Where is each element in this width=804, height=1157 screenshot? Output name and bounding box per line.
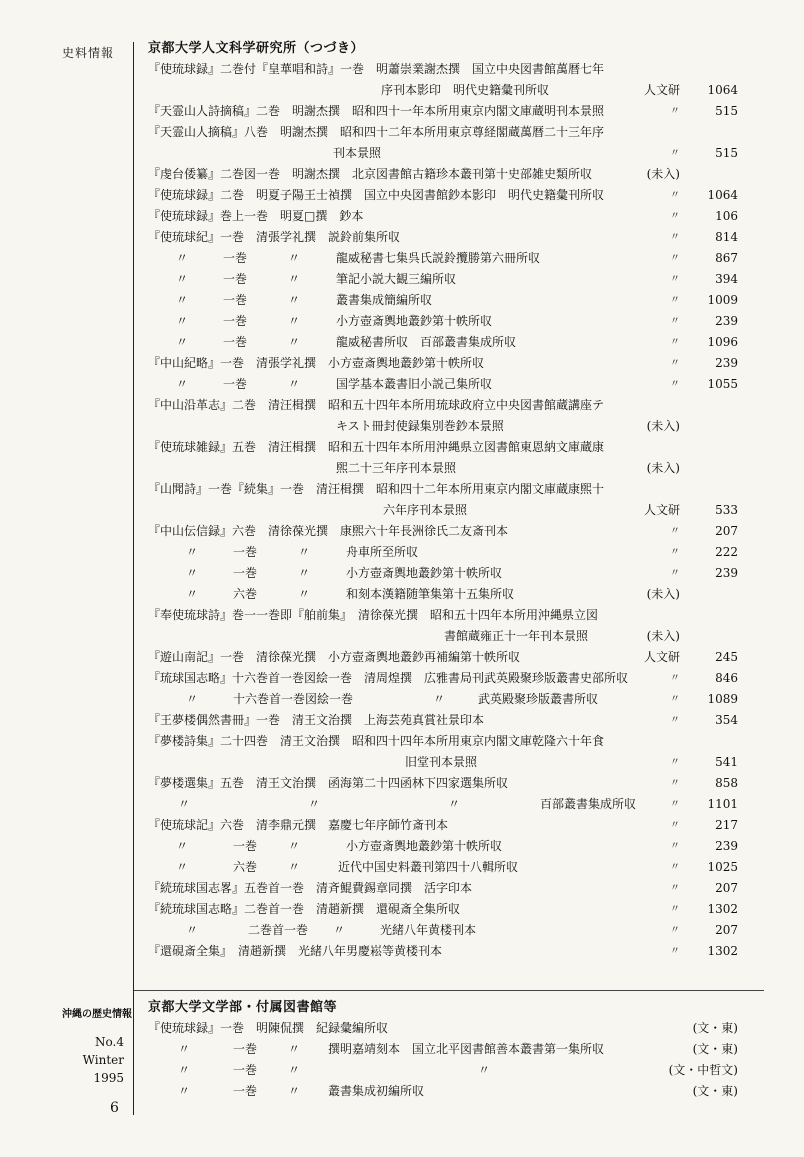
entry-text: 『使琉球録』二巻 明夏子陽王士禎撰 国立中央図書館鈔本影印 明代史籍彙刊所収 bbox=[148, 188, 605, 202]
call-number: 1101 bbox=[707, 797, 738, 811]
entry-text: 一巻 bbox=[223, 335, 248, 349]
catalog-entry-row bbox=[148, 836, 738, 857]
call-number: 239 bbox=[715, 839, 738, 853]
catalog-entry-row bbox=[148, 626, 738, 647]
entry-text: 『虔台倭纂』二巻図一巻 明謝杰撰 北京図書館古籍珍本叢刊第十史部雑史類所収 bbox=[148, 167, 593, 181]
entry-text: 一巻 bbox=[233, 545, 258, 559]
ditto-mark: 〃 bbox=[178, 1063, 191, 1077]
catalog-entry-row bbox=[148, 878, 738, 899]
entry-text: 一巻 bbox=[223, 314, 248, 328]
ditto-mark: 〃 bbox=[288, 1042, 301, 1056]
entry-text: 近代中国史料叢刊第四十八輯所収 bbox=[338, 860, 519, 874]
ditto-mark: 〃 bbox=[670, 694, 680, 705]
journal-title: 沖縄の歴史情報 bbox=[62, 1009, 132, 1020]
ditto-mark: 〃 bbox=[670, 715, 680, 726]
catalog-entry-row bbox=[148, 500, 738, 521]
holding-library: (未入) bbox=[646, 461, 680, 475]
entry-text: 煕二十三年序刊本景照 bbox=[336, 461, 457, 475]
catalog-entry-row bbox=[148, 206, 738, 227]
call-number: 239 bbox=[715, 356, 738, 370]
entry-text: 『天霊山人詩摘稿』二巻 明謝杰撰 昭和四十一年本所用東京内閣文庫蔵明刊本景照 bbox=[148, 104, 605, 118]
catalog-entry-row bbox=[148, 920, 738, 941]
entry-text: 叢書集成初編所収 bbox=[328, 1084, 425, 1098]
entry-text: 『還硯斎全集』 清趙新撰 光緒八年男慶崧等黄楼刊本 bbox=[148, 944, 443, 958]
ditto-mark: 〃 bbox=[670, 316, 680, 327]
catalog-entry-row bbox=[148, 563, 738, 584]
ditto-mark: 〃 bbox=[288, 335, 301, 349]
ditto-mark: 〃 bbox=[670, 778, 680, 789]
entry-text: 六巻 bbox=[233, 860, 258, 874]
entry-rows bbox=[148, 1018, 738, 1102]
entry-text: 十六巻首一巻図絵一巻 bbox=[233, 692, 354, 706]
call-number: 207 bbox=[715, 923, 738, 937]
catalog-entry-row bbox=[148, 794, 738, 815]
ditto-mark: 〃 bbox=[186, 566, 199, 580]
entry-text: 『使琉球録』巻上一巻 明夏□撰 鈔本 bbox=[148, 209, 364, 223]
entry-text: 一巻 bbox=[233, 1042, 258, 1056]
entry-text: 六巻 bbox=[233, 587, 258, 601]
ditto-mark: 〃 bbox=[176, 860, 189, 874]
call-number: 207 bbox=[715, 524, 738, 538]
ditto-mark: 〃 bbox=[288, 272, 301, 286]
catalog-entry-row bbox=[148, 122, 738, 143]
entry-text: 『使琉球録』一巻 明陳侃撰 紀録彙編所収 bbox=[148, 1021, 389, 1035]
ditto-mark: 〃 bbox=[288, 377, 301, 391]
call-number: 541 bbox=[715, 755, 738, 769]
holding-library: 人文研 bbox=[643, 83, 680, 97]
entry-text: 龍威秘書所収 百部叢書集成所収 bbox=[336, 335, 517, 349]
entry-text: 一巻 bbox=[233, 566, 258, 580]
call-number: 867 bbox=[715, 251, 738, 265]
catalog-entry-row bbox=[148, 395, 738, 416]
ditto-mark: 〃 bbox=[176, 377, 189, 391]
call-number: 533 bbox=[715, 503, 738, 517]
entry-text: 『使琉球雑録』五巻 清汪楫撰 昭和五十四年本所用沖縄県立図書館東恩納文庫蔵康 bbox=[148, 440, 605, 454]
ditto-mark: 〃 bbox=[308, 797, 321, 811]
entry-text: 和刻本漢籍随筆集第十五集所収 bbox=[346, 587, 515, 601]
call-number: 1025 bbox=[707, 860, 738, 874]
holding-library: (文・東) bbox=[692, 1084, 738, 1098]
ditto-mark: 〃 bbox=[670, 358, 680, 369]
ditto-mark: 〃 bbox=[288, 251, 301, 265]
entry-text: 『使琉球紀』一巻 清張学礼撰 説鈴前集所収 bbox=[148, 230, 401, 244]
ditto-mark: 〃 bbox=[448, 797, 461, 811]
entry-text: 国学基本叢書旧小説己集所収 bbox=[336, 377, 493, 391]
ditto-mark: 〃 bbox=[288, 1063, 301, 1077]
ditto-mark: 〃 bbox=[670, 253, 680, 264]
call-number: 245 bbox=[715, 650, 738, 664]
ditto-mark: 〃 bbox=[670, 337, 680, 348]
catalog-entry-row bbox=[148, 59, 738, 80]
entry-text: 刊本景照 bbox=[333, 146, 382, 160]
call-number: 1089 bbox=[707, 692, 738, 706]
entry-text: 書館蔵雍正十一年刊本景照 bbox=[444, 629, 589, 643]
catalog-entry-row bbox=[148, 899, 738, 920]
catalog-entry-row bbox=[148, 542, 738, 563]
entry-text: 『続琉球国志畧』五巻首一巻 清斉鯤費錫章同撰 活字印本 bbox=[148, 881, 473, 895]
holding-library: (文・東) bbox=[692, 1021, 738, 1035]
call-number: 1055 bbox=[707, 377, 738, 391]
catalog-entry-row bbox=[148, 290, 738, 311]
ditto-mark: 〃 bbox=[178, 797, 191, 811]
call-number: 354 bbox=[715, 713, 738, 727]
entry-text: 『遊山南記』一巻 清徐葆光撰 小方壺斎輿地叢鈔再補編第十帙所収 bbox=[148, 650, 521, 664]
catalog-entry-row bbox=[148, 1081, 738, 1102]
entry-rows bbox=[148, 59, 738, 962]
catalog-entry-row bbox=[148, 101, 738, 122]
holding-library: (文・中哲文) bbox=[668, 1063, 738, 1077]
section-title: 京都大学文学部・付属図書館等 bbox=[148, 1000, 338, 1015]
ditto-mark: 〃 bbox=[670, 925, 680, 936]
entry-text: 『中山紀略』一巻 清張学礼撰 小方壺斎輿地叢鈔第十帙所収 bbox=[148, 356, 485, 370]
call-number: 1302 bbox=[707, 944, 738, 958]
entry-text: 筆記小説大観三編所収 bbox=[336, 272, 457, 286]
ditto-mark: 〃 bbox=[288, 860, 301, 874]
catalog-entry-row bbox=[148, 941, 738, 962]
ditto-mark: 〃 bbox=[670, 757, 680, 768]
entry-text: 光緒八年黄楼刊本 bbox=[380, 923, 477, 937]
entry-text: 『中山伝信録』六巻 清徐葆光撰 康煕六十年長洲徐氏二友斎刊本 bbox=[148, 524, 509, 538]
catalog-entry-row bbox=[148, 311, 738, 332]
catalog-entry-row bbox=[148, 815, 738, 836]
holding-library: (文・東) bbox=[692, 1042, 738, 1056]
entry-text: 『琉球国志略』十六巻首一巻図絵一巻 清周煌撰 広雅書局刊武英殿聚珍版叢書史部所収 bbox=[148, 671, 629, 685]
ditto-mark: 〃 bbox=[670, 841, 680, 852]
ditto-mark: 〃 bbox=[670, 526, 680, 537]
catalog-entry-row bbox=[148, 584, 738, 605]
catalog-entry-row bbox=[148, 80, 738, 101]
call-number: 106 bbox=[715, 209, 738, 223]
ditto-mark: 〃 bbox=[670, 547, 680, 558]
section-title: 京都大学人文科学研究所（つづき） bbox=[148, 41, 365, 56]
entry-text: 『王夢楼偶然書冊』一巻 清王文治撰 上海芸苑真賞社景印本 bbox=[148, 713, 485, 727]
call-number: 846 bbox=[715, 671, 738, 685]
catalog-entry-row bbox=[148, 668, 738, 689]
ditto-mark: 〃 bbox=[670, 568, 680, 579]
catalog-entry-row bbox=[148, 605, 738, 626]
entry-text: 『山聞詩』一巻『続集』一巻 清汪楫撰 昭和四十二年本所用東京内閣文庫蔵康煕十 bbox=[148, 482, 605, 496]
catalog-entry-row bbox=[148, 437, 738, 458]
entry-text: 一巻 bbox=[223, 272, 248, 286]
entry-text: 小方壺斎輿地叢鈔第十帙所収 bbox=[346, 566, 503, 580]
ditto-mark: 〃 bbox=[670, 904, 680, 915]
ditto-mark: 〃 bbox=[176, 293, 189, 307]
call-number: 1302 bbox=[707, 902, 738, 916]
entry-text: 叢書集成簡編所収 bbox=[336, 293, 433, 307]
ditto-mark: 〃 bbox=[478, 1063, 491, 1077]
catalog-list-bungakubu bbox=[148, 997, 738, 1102]
ditto-mark: 〃 bbox=[176, 335, 189, 349]
ditto-mark: 〃 bbox=[670, 148, 680, 159]
entry-text: 『使琉球記』六巻 清李鼎元撰 嘉慶七年序師竹斎刊本 bbox=[148, 818, 449, 832]
entry-text: 二巻首一巻 bbox=[248, 923, 309, 937]
ditto-mark: 〃 bbox=[288, 1084, 301, 1098]
page-number: 6 bbox=[110, 1100, 119, 1116]
ditto-mark: 〃 bbox=[178, 1042, 191, 1056]
ditto-mark: 〃 bbox=[433, 692, 446, 706]
call-number: 515 bbox=[715, 104, 738, 118]
entry-text: 一巻 bbox=[223, 293, 248, 307]
catalog-entry-row bbox=[148, 374, 738, 395]
ditto-mark: 〃 bbox=[670, 274, 680, 285]
entry-text: 小方壺斎輿地叢鈔第十帙所収 bbox=[336, 314, 493, 328]
ditto-mark: 〃 bbox=[298, 545, 311, 559]
call-number: 1009 bbox=[707, 293, 738, 307]
catalog-entry-row bbox=[148, 164, 738, 185]
ditto-mark: 〃 bbox=[186, 923, 199, 937]
ditto-mark: 〃 bbox=[670, 862, 680, 873]
call-number: 515 bbox=[715, 146, 738, 160]
call-number: 1096 bbox=[707, 335, 738, 349]
ditto-mark: 〃 bbox=[670, 820, 680, 831]
journal-info bbox=[62, 1005, 132, 1087]
ditto-mark: 〃 bbox=[298, 587, 311, 601]
ditto-mark: 〃 bbox=[288, 839, 301, 853]
ditto-mark: 〃 bbox=[288, 293, 301, 307]
entry-text: 撰明嘉靖刻本 国立北平図書館善本叢書第一集所収 bbox=[328, 1042, 605, 1056]
ditto-mark: 〃 bbox=[178, 1084, 191, 1098]
catalog-entry-row bbox=[148, 1060, 738, 1081]
ditto-mark: 〃 bbox=[670, 106, 680, 117]
call-number: 239 bbox=[715, 566, 738, 580]
catalog-entry-row bbox=[148, 143, 738, 164]
entry-text: 一巻 bbox=[233, 1063, 258, 1077]
call-number: 1064 bbox=[707, 83, 738, 97]
catalog-entry-row bbox=[148, 185, 738, 206]
call-number: 814 bbox=[715, 230, 738, 244]
entry-text: 一巻 bbox=[223, 251, 248, 265]
ditto-mark: 〃 bbox=[670, 295, 680, 306]
catalog-entry-row bbox=[148, 332, 738, 353]
catalog-entry-row bbox=[148, 1018, 738, 1039]
catalog-entry-row bbox=[148, 752, 738, 773]
catalog-entry-row bbox=[148, 710, 738, 731]
call-number: 1064 bbox=[707, 188, 738, 202]
ditto-mark: 〃 bbox=[670, 190, 680, 201]
holding-library: (未入) bbox=[646, 629, 680, 643]
call-number: 222 bbox=[715, 545, 738, 559]
catalog-entry-row bbox=[148, 479, 738, 500]
call-number: 239 bbox=[715, 314, 738, 328]
catalog-entry-row bbox=[148, 689, 738, 710]
holding-library: 人文研 bbox=[643, 503, 680, 517]
entry-text: 『奉使琉球詩』巻一一巻即『舶前集』 清徐葆光撰 昭和五十四年本所用沖縄県立図 bbox=[148, 608, 599, 622]
entry-text: 六年序刊本景照 bbox=[383, 503, 468, 517]
vertical-rule bbox=[133, 42, 134, 1115]
ditto-mark: 〃 bbox=[670, 211, 680, 222]
entry-text: 一巻 bbox=[223, 377, 248, 391]
catalog-entry-row bbox=[148, 416, 738, 437]
call-number: 394 bbox=[715, 272, 738, 286]
catalog-list-jinbunken bbox=[148, 38, 738, 962]
call-number: 858 bbox=[715, 776, 738, 790]
entry-text: 武英殿聚珍版叢書所収 bbox=[478, 692, 599, 706]
entry-text: 『続琉球国志略』二巻首一巻 清趙新撰 還硯斎全集所収 bbox=[148, 902, 461, 916]
section-label: 史料情報 bbox=[62, 46, 115, 60]
entry-text: 一巻 bbox=[233, 839, 258, 853]
section-divider bbox=[134, 990, 764, 991]
ditto-mark: 〃 bbox=[670, 379, 680, 390]
ditto-mark: 〃 bbox=[186, 692, 199, 706]
call-number: 217 bbox=[715, 818, 738, 832]
ditto-mark: 〃 bbox=[670, 232, 680, 243]
ditto-mark: 〃 bbox=[298, 566, 311, 580]
ditto-mark: 〃 bbox=[670, 799, 680, 810]
catalog-entry-row bbox=[148, 647, 738, 668]
entry-text: キスト冊封使録集別巻鈔本景照 bbox=[336, 419, 504, 433]
holding-library: 人文研 bbox=[643, 650, 680, 664]
holding-library: (未入) bbox=[646, 419, 680, 433]
entry-text: 『夢楼選集』五巻 清王文治撰 函海第二十四函林下四家選集所収 bbox=[148, 776, 509, 790]
entry-text: 一巻 bbox=[233, 1084, 258, 1098]
ditto-mark: 〃 bbox=[670, 673, 680, 684]
catalog-entry-row bbox=[148, 857, 738, 878]
ditto-mark: 〃 bbox=[176, 839, 189, 853]
holding-library: (未入) bbox=[646, 167, 680, 181]
catalog-entry-row bbox=[148, 731, 738, 752]
entry-text: 序刊本影印 明代史籍彙刊所収 bbox=[381, 83, 550, 97]
catalog-entry-row bbox=[148, 1039, 738, 1060]
catalog-entry-row bbox=[148, 269, 738, 290]
entry-text: 『使琉球録』二巻付『皇華唱和詩』一巻 明蕭崇業謝杰撰 国立中央図書館萬暦七年 bbox=[148, 62, 605, 76]
catalog-entry-row bbox=[148, 521, 738, 542]
call-number: 207 bbox=[715, 881, 738, 895]
ditto-mark: 〃 bbox=[288, 314, 301, 328]
ditto-mark: 〃 bbox=[186, 545, 199, 559]
entry-text: 百部叢書集成所収 bbox=[540, 797, 637, 811]
ditto-mark: 〃 bbox=[670, 946, 680, 957]
catalog-entry-row bbox=[148, 227, 738, 248]
ditto-mark: 〃 bbox=[333, 923, 346, 937]
issue-season: Winter bbox=[82, 1053, 124, 1067]
entry-text: 『天霊山人摘稿』八巻 明謝杰撰 昭和四十二年本所用東京尊経閣蔵萬暦二十三年序 bbox=[148, 125, 605, 139]
catalog-entry-row bbox=[148, 773, 738, 794]
entry-text: 『夢楼詩集』二十四巻 清王文治撰 昭和四十四年本所用東京内閣文庫乾隆六十年食 bbox=[148, 734, 605, 748]
issue-year: 1995 bbox=[93, 1071, 124, 1085]
issue-number: No.4 bbox=[95, 1035, 124, 1049]
catalog-entry-row bbox=[148, 353, 738, 374]
catalog-entry-row bbox=[148, 248, 738, 269]
ditto-mark: 〃 bbox=[176, 314, 189, 328]
entry-text: 舟車所至所収 bbox=[346, 545, 419, 559]
ditto-mark: 〃 bbox=[186, 587, 199, 601]
entry-text: 小方壺斎輿地叢鈔第十帙所収 bbox=[346, 839, 503, 853]
entry-text: 龍威秘書七集呉氏説鈴攬勝第六冊所収 bbox=[336, 251, 541, 265]
catalog-entry-row bbox=[148, 458, 738, 479]
entry-text: 『中山沿革志』二巻 清汪楫撰 昭和五十四年本所用琉球政府立中央図書館蔵講座テ bbox=[148, 398, 605, 412]
entry-text: 旧堂刊本景照 bbox=[405, 755, 478, 769]
ditto-mark: 〃 bbox=[176, 251, 189, 265]
ditto-mark: 〃 bbox=[176, 272, 189, 286]
holding-library: (未入) bbox=[646, 587, 680, 601]
ditto-mark: 〃 bbox=[670, 883, 680, 894]
